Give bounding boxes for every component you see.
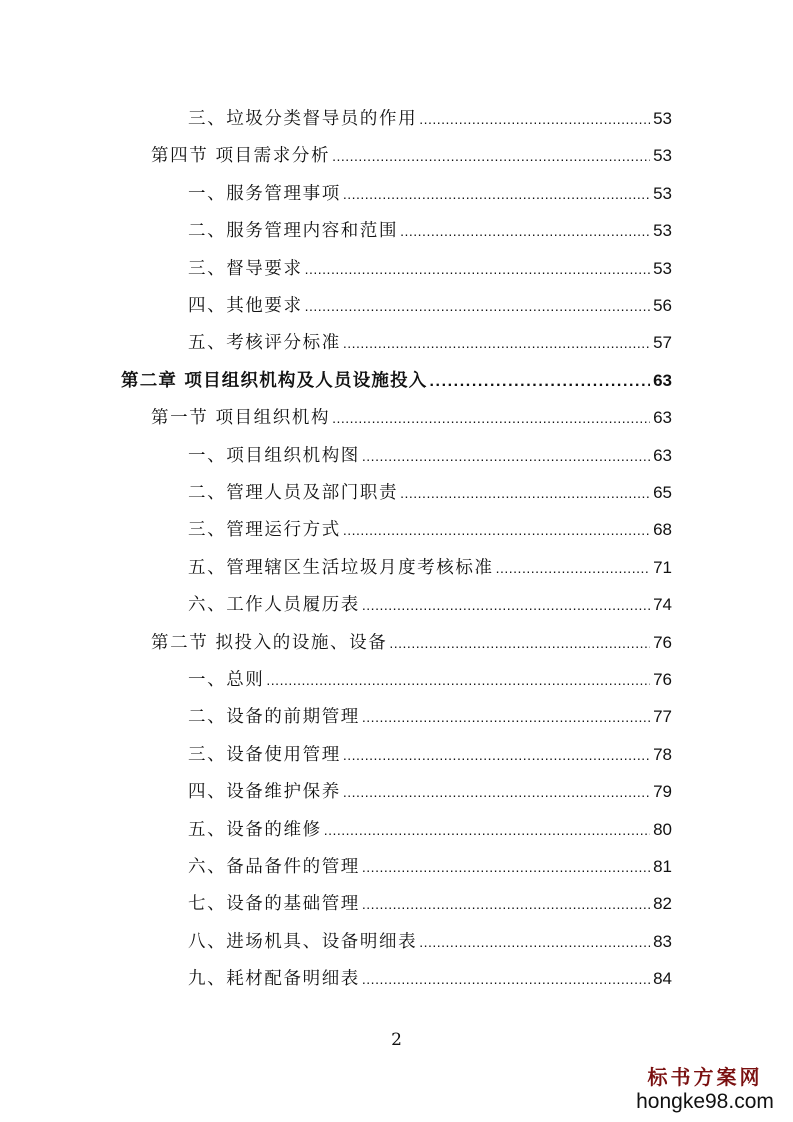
toc-entry-page-number: 53 [653, 183, 672, 203]
toc-dot-leader [343, 182, 650, 206]
toc-entry-label: 一、项目组织机构图 [188, 445, 360, 466]
toc-entry-label: 第四节 项目需求分析 [151, 146, 331, 167]
toc-dot-leader [343, 331, 650, 355]
toc-entry-page-number: 81 [653, 857, 672, 876]
watermark-title: 标书方案网 [647, 1065, 763, 1089]
toc-dot-leader [419, 107, 650, 131]
toc-entry-page-number: 63 [653, 370, 672, 390]
toc-dot-leader [343, 780, 650, 804]
toc-entry-page-number: 76 [653, 632, 672, 652]
toc-entry[interactable] [188, 930, 672, 954]
toc-entry[interactable] [188, 818, 672, 842]
toc-entry-label: 第一节 项目组织机构 [151, 408, 331, 429]
toc-entry-label: 三、设备使用管理 [188, 744, 341, 765]
toc-entry[interactable] [188, 257, 672, 281]
toc-entry-page-number: 82 [653, 894, 672, 914]
toc-dot-leader [362, 593, 650, 617]
toc-dot-leader [266, 668, 650, 692]
toc-dot-leader [419, 930, 650, 954]
toc-entry[interactable] [151, 631, 672, 655]
toc-entry-label: 三、督导要求 [188, 258, 303, 279]
toc-entry[interactable] [151, 406, 672, 430]
toc-entry-page-number: 74 [653, 595, 672, 615]
toc-entry-label: 二、服务管理内容和范围 [188, 221, 399, 242]
toc-entry[interactable] [188, 331, 672, 355]
toc-entry-page-number: 57 [653, 333, 672, 353]
toc-entry-label: 六、备品备件的管理 [188, 857, 360, 877]
toc-dot-leader [362, 855, 650, 879]
toc-entry[interactable] [188, 668, 672, 692]
toc-entry[interactable] [188, 593, 672, 617]
toc-entry-label: 一、服务管理事项 [188, 183, 341, 204]
toc-entry[interactable] [188, 481, 672, 505]
toc-entry-label: 五、考核评分标准 [188, 333, 341, 354]
toc-entry[interactable] [188, 967, 672, 991]
toc-dot-leader [389, 631, 650, 655]
toc-entry[interactable] [188, 294, 672, 318]
toc-entry-label: 二、管理人员及部门职责 [188, 483, 399, 503]
toc-entry-label: 九、耗材配备明细表 [188, 969, 360, 990]
toc-dot-leader [496, 556, 650, 580]
toc-dot-leader [362, 705, 650, 729]
toc-entry[interactable] [188, 219, 672, 243]
toc-entry[interactable] [188, 556, 672, 580]
toc-entry-label: 第二章 项目组织机构及人员设施投入 [121, 370, 428, 391]
toc-dot-leader [332, 406, 650, 430]
toc-entry-label: 三、垃圾分类督导员的作用 [188, 109, 418, 129]
toc-entry-page-number: 63 [653, 445, 672, 465]
toc-dot-leader [362, 892, 650, 916]
page-number: 2 [391, 1030, 402, 1050]
toc-dot-leader [400, 219, 650, 243]
toc-entry-page-number: 65 [653, 483, 672, 502]
toc-entry-label: 五、管理辖区生活垃圾月度考核标准 [188, 557, 494, 578]
toc-entry-label: 一、总则 [188, 670, 265, 690]
toc-entry-label: 二、设备的前期管理 [188, 707, 360, 728]
toc-entry-page-number: 56 [653, 296, 672, 315]
toc-dot-leader [332, 144, 650, 168]
watermark-logo [635, 1064, 775, 1114]
toc-entry-page-number: 53 [653, 109, 672, 128]
toc-entry[interactable] [188, 780, 672, 804]
toc-entry[interactable] [188, 892, 672, 916]
toc-entry-page-number: 79 [653, 782, 672, 802]
toc-entry-page-number: 84 [653, 969, 672, 989]
toc-dot-leader [430, 370, 651, 394]
toc-entry-page-number: 78 [653, 744, 672, 764]
toc-dot-leader [324, 818, 650, 842]
toc-entry[interactable] [188, 855, 672, 879]
toc-entry[interactable] [188, 444, 672, 468]
toc-entry[interactable] [121, 369, 672, 393]
toc-entry-page-number: 63 [653, 408, 672, 428]
toc-entry[interactable] [151, 144, 672, 168]
toc-entry-page-number: 76 [653, 670, 672, 689]
toc-entry-label: 三、管理运行方式 [188, 520, 341, 541]
toc-entry[interactable] [188, 107, 672, 131]
toc-entry[interactable] [188, 182, 672, 206]
toc-dot-leader [400, 481, 650, 505]
toc-entry-page-number: 83 [653, 931, 672, 951]
watermark-url: hongke98.com [636, 1090, 774, 1113]
toc-entry-page-number: 53 [653, 146, 672, 166]
toc-entry[interactable] [188, 743, 672, 767]
toc-entry-label: 七、设备的基础管理 [188, 894, 360, 915]
toc-entry-page-number: 68 [653, 520, 672, 540]
toc-entry-page-number: 80 [653, 819, 672, 839]
toc-entry-label: 第二节 拟投入的设施、设备 [151, 632, 388, 653]
toc-entry-label: 五、设备的维修 [188, 819, 322, 840]
toc-entry-page-number: 71 [653, 557, 672, 577]
toc-entry[interactable] [188, 705, 672, 729]
toc-dot-leader [305, 294, 650, 318]
toc-entry-page-number: 53 [653, 221, 672, 241]
toc-dot-leader [362, 967, 650, 991]
toc-entry[interactable] [188, 518, 672, 542]
toc-entry-label: 八、进场机具、设备明细表 [188, 931, 418, 952]
toc-entry-label: 六、工作人员履历表 [188, 595, 360, 616]
toc-dot-leader [343, 743, 650, 767]
toc-dot-leader [343, 518, 650, 542]
toc-entry-label: 四、其他要求 [188, 296, 303, 316]
toc-entry-page-number: 77 [653, 707, 672, 727]
toc-dot-leader [305, 257, 650, 281]
toc-entry-page-number: 53 [653, 258, 672, 278]
toc-entry-label: 四、设备维护保养 [188, 782, 341, 803]
toc-dot-leader [362, 444, 650, 468]
